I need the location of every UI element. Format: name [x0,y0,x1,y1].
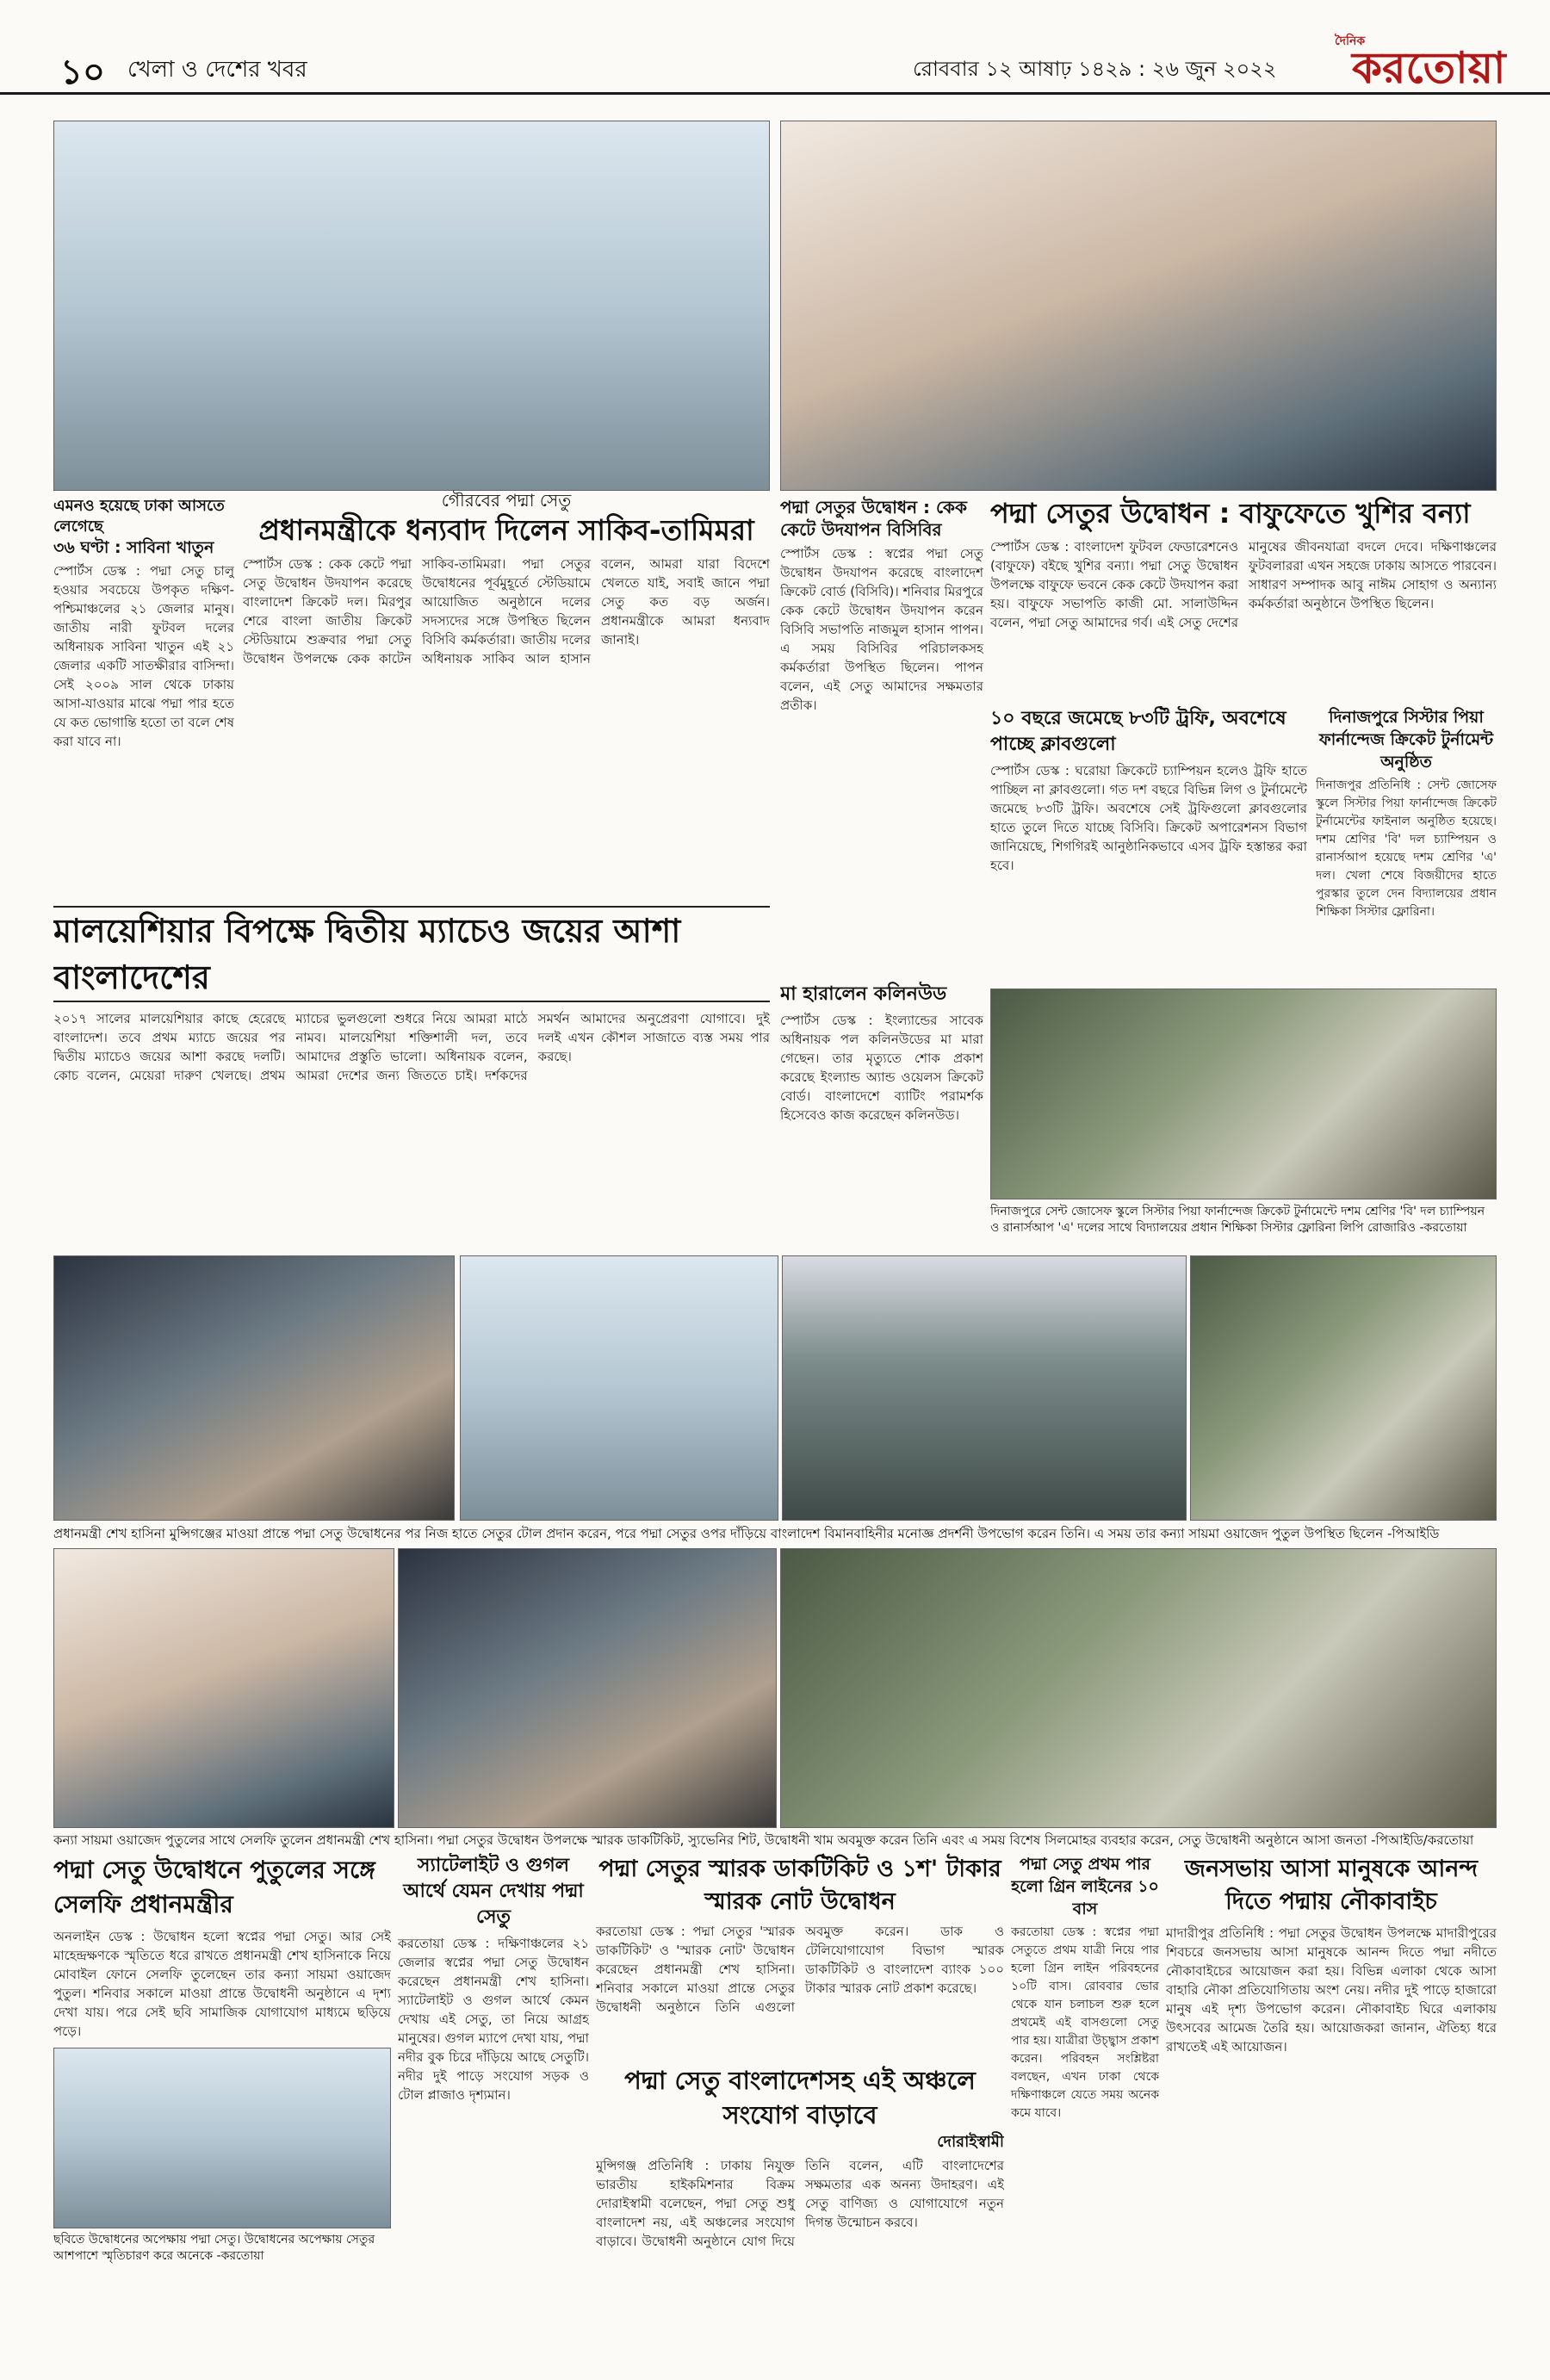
bafufe-headline: পদ্মা সেতুর উদ্বোধন : বাফুফেতে খুশির বন্যা [990,497,1471,530]
doraiswami-body: মুন্সিগঞ্জ প্রতিনিধি : ঢাকায় নিযুক্ত ভারতীয় হাইকমিশনার বিক্রম দোরাইস্বামী বলেছেন, পদ্মা সেতু শুধু বাংলাদেশ নয়, এই অঞ্চলের সংযোগ বাড়াবে। উদ্বোধনী অনুষ্ঠানে যোগ দিয়ে তিনি বলেন, এটি বাংলাদেশের সক্ষমতার এক অনন্য উদাহরণ। এই সেতু বাণিজ্য ও যোগাযোগে নতুন দিগন্ত উন্মোচন করবে। [596,2158,1004,2249]
collingwood-article [780,982,983,1254]
newspaper-logo: দৈনিক করতোয়া [1335,34,1506,91]
stamp-body: করতোয়া ডেস্ক : পদ্মা সেতুর 'স্মারক ডাকটিকিট' ও 'স্মারক নোট' উদ্বোধন করেছেন প্রধানমন্ত্রী শেখ হাসিনা। শনিবার সকালে মাওয়া প্রান্তে সেতুর উদ্বোধনী অনুষ্ঠানে তিনি এগুলো অবমুক্ত করেন। ডাক ও টেলিযোগাযোগ বিভাগ স্মারক ডাকটিকিট ও বাংলাদেশ ব্যাংক ১০০ টাকার স্মারক নোট প্রকাশ করেছে। [596,1924,1004,2015]
page-number: ১০ [60,53,105,92]
collingwood-body: স্পোর্টস ডেস্ক : ইংল্যান্ডের সাবেক অধিনায়ক পল কলিনউডের মা মারা গেছেন। তার মৃত্যুতে শোক প্রকাশ করেছে ইংল্যান্ড অ্যান্ড ওয়েলস ক্রিকেট বোর্ড। বাংলাদেশে ব্যাটিং পরামর্শক হিসেবেও কাজ করেছেন কলিনউড। [780,1013,983,1123]
collingwood-headline: মা হারালেন কলিনউড [780,983,947,1005]
sabina-kicker: এমনও হয়েছে ঢাকা আসতে লেগেছে [53,497,225,536]
sabina-headline: ৩৬ ঘণ্টা : সাবিনা খাতুন [53,538,214,557]
satellite-headline: স্যাটেলাইট ও গুগল আর্থে যেমন দেখায় পদ্মা সেতু [403,1855,584,1928]
cricket-team-photo [53,121,770,491]
malaysia-headline: মালয়েশিয়ার বিপক্ষে দ্বিতীয় ম্যাচেও জয়ের আশা বাংলাদেশের [53,906,770,1002]
bcb-headline: পদ্মা সেতুর উদ্বোধন : কেক কেটে উদযাপন বিসিবির [780,497,968,540]
dinajpur-caption: দিনাজপুরে সেন্ট জোসেফ স্কুলে সিস্টার পিয়া ফার্নান্দেজ ক্রিকেট টুর্নামেন্টে দশম শ্রেণির 'বি' দল চ্যাম্পিয়ন ও রানার্সআপ 'এ' দলের সাথে বিদ্যালয়ের প্রধান শিক্ষিকা সিস্টার ফ্লোরিনা লিপি রোজারিও -করতোয়া [990,1205,1485,1235]
shakib-tamim-article [243,489,770,894]
selfie-headline: পদ্মা সেতু উদ্বোধনে পুতুলের সঙ্গে সেলফি প্রধানমন্ত্রীর [53,1856,375,1918]
bridge-aerial-caption: ছবিতে উদ্বোধনের অপেক্ষায় পদ্মা সেতু। উদ্বোধনের অপেক্ষায় সেতুর আশপাশে স্মৃতিচারণ করে অনেকে -করতোয়া [53,2233,375,2263]
bcb-article [780,496,983,909]
helicopter-flag-photo [782,1255,1187,1521]
page-header [0,0,1550,95]
trophy-body: স্পোর্টস ডেস্ক : ঘরোয়া ক্রিকেটে চ্যাম্পিয়ন হলেও ট্রফি হাতে পাচ্ছিল না ক্লাবগুলো। গত দশ বছরে বিভিন্ন লিগ ও টুর্নামেন্টে জমেছে ৮৩টি ট্রফি। অবশেষে সেই ট্রফিগুলো ক্লাবগুলোর হাতে তুলে দিতে যাচ্ছে বিসিবি। ক্রিকেট অপারেশনস বিভাগ জানিয়েছে, শিগগিরই আনুষ্ঠানিকভাবে এসব ট্রফি হস্তান্তর করা হবে। [990,763,1307,873]
boat-race-body: মাদারীপুর প্রতিনিধি : পদ্মা সেতুর উদ্বোধন উপলক্ষে মাদারীপুরের শিবচরে জনসভায় আসা মানুষকে আনন্দ দিতে পদ্মা নদীতে নৌকাবাইচের আয়োজন করা হয়। বিভিন্ন এলাকা থেকে আসা বাহারি নৌকা প্রতিযোগিতায় অংশ নেয়। নদীর দুই পাড়ে হাজারো মানুষ এই দৃশ্য উপভোগ করেন। নৌকাবাইচ ঘিরে এলাকায় উৎসবের আমেজ তৈরি হয়। আয়োজকরা জানান, ঐতিহ্য ধরে রাখতেই এই আয়োজন। [1166,1925,1497,2055]
greenline-body: করতোয়া ডেস্ক : স্বপ্নের পদ্মা সেতুতে প্রথম যাত্রী নিয়ে পার হলো গ্রিন লাইন পরিবহনের ১০টি বাস। রোববার ভোর থেকে যান চলাচল শুরু হলে প্রথমেই এই বাসগুলো সেতু পার হয়। যাত্রীরা উচ্ছ্বাস প্রকাশ করেন। পরিবহন সংশ্লিষ্টরা বলছেন, এখন ঢাকা থেকে দক্ষিণাঞ্চলে যেতে সময় অনেক কমে যাবে। [1011,1925,1159,2120]
dinajpur-headline: দিনাজপুরে সিস্টার পিয়া ফার্নান্দেজ ক্রিকেট টুর্নামেন্ট অনুষ্ঠিত [1318,708,1494,772]
bcb-body: স্পোর্টস ডেস্ক : স্বপ্নের পদ্মা সেতু উদ্বোধন উদযাপন করেছে বাংলাদেশ ক্রিকেট বোর্ড (বিসিবি)। শনিবার মিরপুরে কেক কেটে উদ্বোধন উদযাপন করেন বিসিবি সভাপতি নাজমুল হাসান পাপন। এ সময় বিসিবির পরিচালকসহ কর্মকর্তারা উপস্থিত ছিলেন। পাপন বলেন, এই সেতু আমাদের সক্ষমতার প্রতীক। [780,546,983,713]
greenline-article [1011,1853,1159,2370]
malaysia-article [53,906,770,1254]
dinajpur-body: দিনাজপুর প্রতিনিধি : সেন্ট জোসেফ স্কুলে সিস্টার পিয়া ফার্নান্দেজ ক্রিকেট টুর্নামেন্টের ফাইনাল অনুষ্ঠিত হয়েছে। দশম শ্রেণির 'বি' দল চ্যাম্পিয়ন ও রানার্সআপ হয়েছে দশম শ্রেণির 'এ' দল। খেলা শেষে বিজয়ীদের হাতে পুরস্কার তুলে দেন বিদ্যালয়ের প্রধান শিক্ষিকা সিস্টার ফ্লোরিনা। [1316,778,1497,919]
pm-photo-caption: প্রধানমন্ত্রী শেখ হাসিনা মুন্সিগঞ্জের মাওয়া প্রান্তে পদ্মা সেতু উদ্বোধনের পর নিজ হাতে সেতুর টোল প্রদান করেন, পরে পদ্মা সেতুর ওপর দাঁড়িয়ে বাংলাদেশ বিমানবাহিনীর মনোজ্ঞ প্রদর্শনী উপভোগ করেন তিনি। এ সময় তার কন্যা সায়মা ওয়াজেদ পুতুল উপস্থিত ছিলেন -পিআইডি [53,1526,1440,1541]
dinajpur-cricket-article [1316,706,1497,982]
stamp-article [596,1853,1004,2060]
sabina-body: স্পোর্টস ডেস্ক : পদ্মা সেতু চালু হওয়ার সবচেয়ে উপকৃত দক্ষিণ-পশ্চিমাঞ্চলের ২১ জেলার মানুষ। জাতীয় নারী ফুটবল দলের অধিনায়ক সাবিনা খাতুন এই ২১ জেলার একটি সাতক্ষীরার বাসিন্দা। সেই ২০০৯ সাল থেকে ঢাকায় আসা-যাওয়ার মাঝে পদ্মা পার হতে যে কত ভোগান্তি হতো তা বলে শেষ করা যাবে না। [53,563,234,749]
malaysia-body: ২০১৭ সালের মালয়েশিয়ার কাছে হেরেছে বাংলাদেশ। তবে প্রথম ম্যাচে জয়ের পর দ্বিতীয় ম্যাচেও জয়ের আশা করছে দলটি। কোচ বলেন, মেয়েরা দারুণ খেলছে। প্রথম ম্যাচের ভুলগুলো শুধরে নিয়ে আমরা মাঠে নামব। মালয়েশিয়া শক্তিশালী দল, তবে আমাদের প্রস্তুতি ভালো। অধিনায়ক বলেন, আমরা দেশের জন্য জিততে চাই। দর্শকদের সমর্থন আমাদের অনুপ্রেরণা যোগাবে। দুই দলই এখন কৌশল সাজাতে ব্যস্ত সময় পার করছে। [53,1011,770,1083]
article-body: স্পোর্টস ডেস্ক : কেক কেটে পদ্মা সেতু উদ্বোধন উদযাপন করেছে বাংলাদেশ ক্রিকেট দল। মিরপুর শেরে বাংলা জাতীয় ক্রিকেট স্টেডিয়ামে শুক্রবার পদ্মা সেতু উদ্বোধন উপলক্ষে কেক কাটেন সাকিব-তামিমরা। পদ্মা সেতুর উদ্বোধনের পূর্বমুহূর্তে স্টেডিয়ামে আয়োজিত অনুষ্ঠানে দলের সদস্যদের সঙ্গে উপস্থিত ছিলেন বিসিবি কর্মকর্তারা। জাতীয় দলের অধিনায়ক সাকিব আল হাসান বলেন, আমরা যারা বিদেশে খেলতে যাই, সবাই জানে পদ্মা সেতু কত বড় অর্জন। প্রধানমন্ত্রীকে আমরা ধন্যবাদ জানাই। [243,556,770,666]
bafufe-body: স্পোর্টস ডেস্ক : বাংলাদেশ ফুটবল ফেডারেশনেও (বাফুফে) বইছে খুশির বন্যা। পদ্মা সেতু উদ্বোধন উপলক্ষে বাফুফে ভবনে কেক কেটে উদযাপন করা হয়। বাফুফে সভাপতি কাজী মো. সালাউদ্দিন বলেন, পদ্মা সেতু আমাদের গর্ব। এই সেতু দেশের মানুষের জীবনযাত্রা বদলে দেবে। দক্ষিণাঞ্চলের ফুটবলাররা এখন সহজে ঢাকায় আসতে পারবেন। সাধারণ সম্পাদক আবু নাঈম সোহাগ ও অন্যান্য কর্মকর্তারা অনুষ্ঠানে উপস্থিত ছিলেন। [990,539,1497,630]
doraiswami-byline: দোরাইস্বামী [937,2133,1004,2151]
greenline-headline: পদ্মা সেতু প্রথম পার হলো গ্রিন লাইনের ১০ বাস [1011,1855,1159,1918]
selfie-article [53,1853,391,2370]
issue-date: রোববার ১২ আষাঢ় ১৪২৯ : ২৬ জুন ২০২২ [913,57,1277,81]
satellite-article [398,1853,589,2370]
sabina-article [53,496,234,892]
stamp-unveil-photo [398,1548,777,1828]
section-title: খেলা ও দেশের খবর [127,57,307,83]
crowd-photo [780,1548,1497,1828]
cake-cutting-photo [780,121,1497,491]
dinajpur-team-photo [990,989,1497,1199]
doraiswami-headline: পদ্মা সেতু বাংলাদেশসহ এই অঞ্চলে সংযোগ বাড়াবে [624,2066,976,2129]
doraiswami-article [596,2063,1004,2370]
stamp-headline: পদ্মা সেতুর স্মারক ডাকটিকিট ও ১শ' টাকার স্মারক নোট উদ্বোধন [598,1856,1001,1915]
trophy-article [990,706,1307,982]
boat-race-article [1166,1853,1497,2370]
satellite-body: করতোয়া ডেস্ক : দক্ষিণাঞ্চলের ২১ জেলার স্বপ্নের পদ্মা সেতু উদ্বোধন করেছেন প্রধানমন্ত্রী শেখ হাসিনা। স্যাটেলাইট ও গুগল আর্থে কেমন দেখায় এই সেতু, তা নিয়ে আগ্রহ মানুষের। গুগল ম্যাপে দেখা যায়, পদ্মা নদীর বুক চিরে দাঁড়িয়ে আছে সেতুটি। নদীর দুই পাড়ে সংযোগ সড়ক ও টোল প্লাজাও দৃশ্যমান। [398,1936,589,2103]
article-kicker: গৌরবের পদ্মা সেতু [441,490,572,511]
pm-toll-photo [53,1255,455,1521]
bridge-aerial-photo [53,2048,391,2228]
boat-race-headline: জনসভায় আসা মানুষকে আনন্দ দিতে পদ্মায় নৌকাবাইচ [1184,1856,1479,1915]
pm-watching-photo [1190,1255,1497,1521]
article-headline: প্রধানমন্ত্রীকে ধন্যবাদ দিলেন সাকিব-তামিমরা [258,513,754,547]
trophy-headline: ১০ বছরে জমেছে ৮৩টি ট্রফি, অবশেষে পাচ্ছে ক্লাবগুলো [990,708,1286,755]
selfie-photo [53,1548,394,1828]
selfie-body: অনলাইন ডেস্ক : উদ্বোধন হলো স্বপ্নের পদ্মা সেতু। আর সেই মাহেন্দ্রক্ষণকে স্মৃতিতে ধরে রাখতে প্রধানমন্ত্রী শেখ হাসিনাকে নিয়ে মোবাইল ফোনে সেলফি তুলেছেন তার কন্যা সায়মা ওয়াজেদ পুতুল। শনিবার সকালে মাওয়া প্রান্তে উদ্বোধনী অনুষ্ঠানে এ দৃশ্য দেখা যায়। পরে সেই ছবি সামাজিক যোগাযোগ মাধ্যমে ছড়িয়ে পড়ে। [53,1929,391,2039]
airshow-smoke-photo [460,1255,778,1521]
lower-photo-caption: কন্যা সায়মা ওয়াজেদ পুতুলের সাথে সেলফি তুলেন প্রধানমন্ত্রী শেখ হাসিনা। পদ্মা সেতুর উদ্বোধন উপলক্ষে স্মারক ডাকটিকিট, স্যুভেনির শিট, উদ্বোধনী খাম অবমুক্ত করেন তিনি এবং এ সময় বিশেষ সিলমোহর ব্যবহার করেন, সেতু উদ্বোধনী অনুষ্ঠানে আসা জনতা -পিআইডি/করতোয়া [53,1832,1474,1848]
